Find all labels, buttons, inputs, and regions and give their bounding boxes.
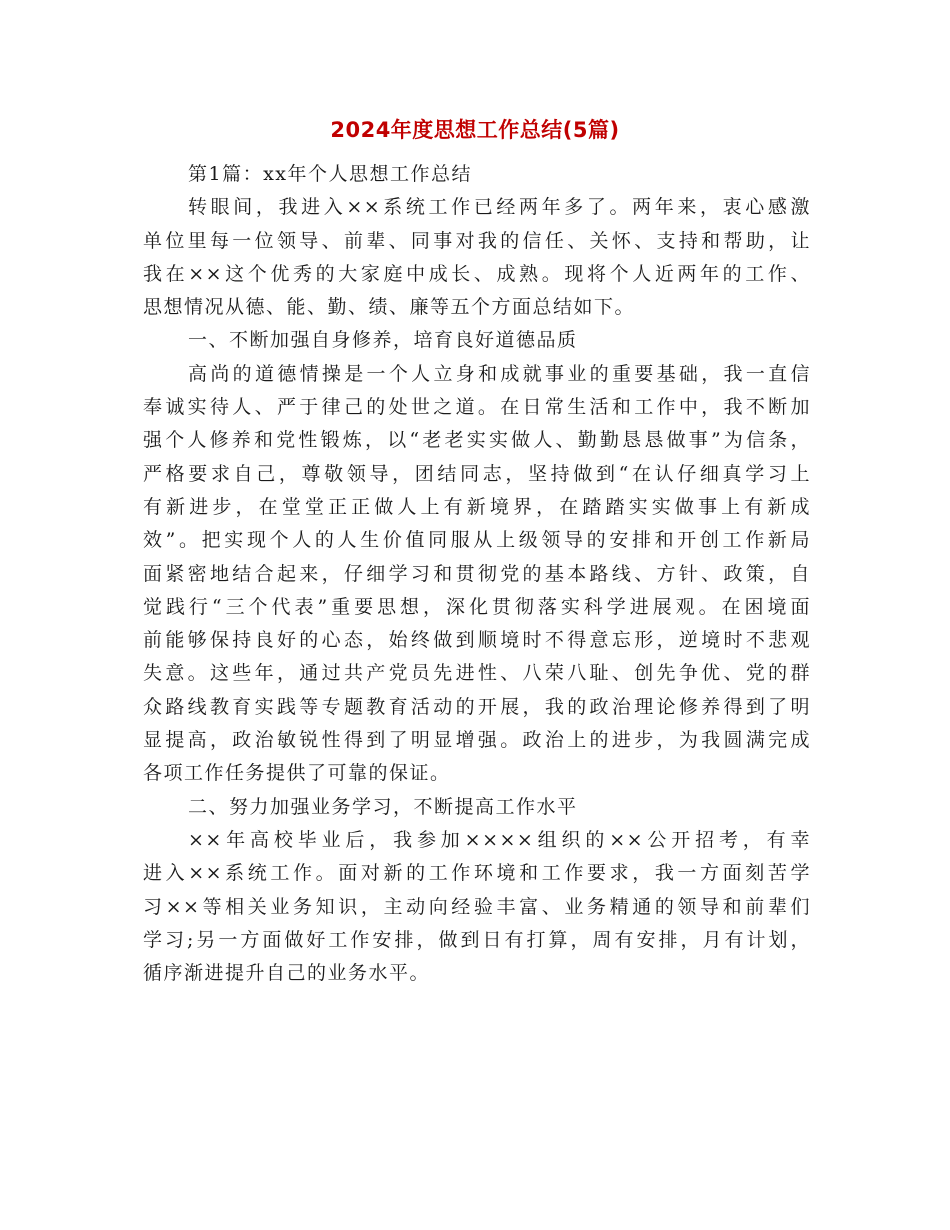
paragraph-line: 失意。这些年，通过共产党员先进性、八荣八耻、创先争优、党的群	[143, 662, 811, 685]
paragraph-line: 显提高，政治敏锐性得到了明显增强。政治上的进步，为我圆满完成	[143, 729, 811, 752]
document-title: 2024年度思想工作总结(5篇)	[330, 118, 620, 142]
paragraph-line: 严格要求自己，尊敬领导，团结同志，坚持做到“在认仔细真学习上	[143, 462, 811, 485]
paragraph-line: 面紧密地结合起来，仔细学习和贯彻党的基本路线、方针、政策，自	[143, 562, 811, 585]
document-body	[143, 158, 811, 990]
paragraph-line: 前能够保持良好的心态，始终做到顺境时不得意忘形，逆境时不悲观	[143, 629, 811, 652]
paragraph-line: 单位里每一位领导、前辈、同事对我的信任、关怀、支持和帮助，让	[143, 229, 811, 252]
paragraph-line: 效”。把实现个人的人生价值同服从上级领导的安排和开创工作新局	[143, 529, 811, 552]
paragraph-line: 习××等相关业务知识，主动向经验丰富、业务精通的领导和前辈们	[143, 895, 811, 918]
paragraph-line: 强个人修养和党性锻炼，以“老老实实做人、勤勤恳恳做事”为信条，	[143, 429, 811, 452]
paragraph-line: 高尚的道德情操是一个人立身和成就事业的重要基础，我一直信	[188, 362, 811, 385]
paragraph-line: 学习;另一方面做好工作安排，做到日有打算，周有安排，月有计划，	[143, 928, 811, 951]
paragraph-line: 众路线教育实践等专题教育活动的开展，我的政治理论修养得到了明	[143, 695, 811, 718]
paragraph-line: 循序渐进提升自己的业务水平。	[143, 962, 431, 985]
paragraph-line: ××年高校毕业后，我参加××××组织的××公开招考，有幸	[188, 828, 811, 851]
paragraph-line: 奉诚实待人、严于律己的处世之道。在日常生活和工作中，我不断加	[143, 396, 811, 419]
paragraph-line: 转眼间，我进入××系统工作已经两年多了。两年来，衷心感激	[188, 196, 811, 219]
paragraph-line: 思想情况从德、能、勤、绩、廉等五个方面总结如下。	[143, 296, 636, 319]
paragraph-line: 有新进步，在堂堂正正做人上有新境界，在踏踏实实做事上有新成	[143, 495, 811, 518]
paragraph-line: 各项工作任务提供了可靠的保证。	[143, 762, 451, 785]
section-heading: 一、不断加强自身修养，培育良好道德品质	[188, 329, 578, 352]
paragraph-line: 我在××这个优秀的大家庭中成长、成熟。现将个人近两年的工作、	[143, 262, 811, 285]
paragraph-line: 觉践行“三个代表”重要思想，深化贯彻落实科学进展观。在困境面	[143, 595, 811, 618]
section-heading: 第1篇：xx年个人思想工作总结	[188, 163, 473, 185]
paragraph-line: 进入××系统工作。面对新的工作环境和工作要求，我一方面刻苦学	[143, 862, 811, 885]
section-heading: 二、努力加强业务学习，不断提高工作水平	[188, 795, 578, 818]
